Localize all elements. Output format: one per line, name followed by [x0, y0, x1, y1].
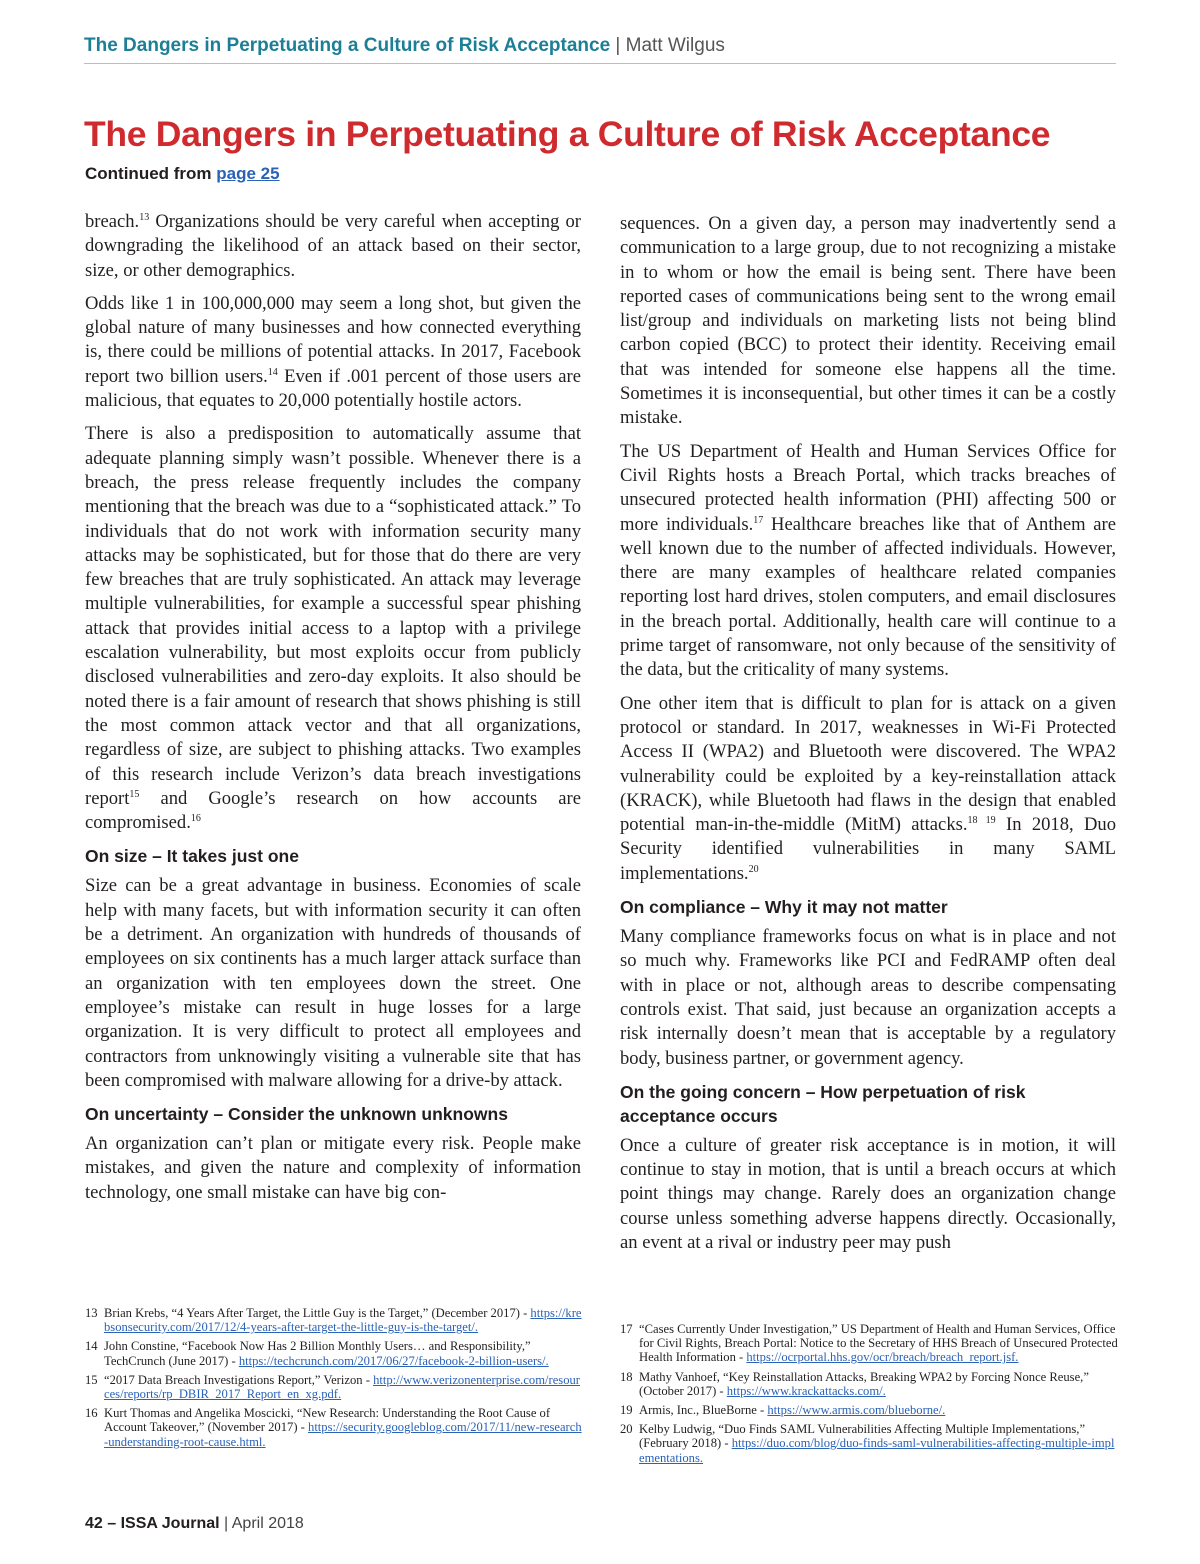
footnote-ref: 16: [190, 812, 201, 824]
footnote-text: “Cases Currently Under Investigation,” US Department of Health and Human Services, Office for Civil Rights, Breach Portal: Notice to the Secretary of HHS Breach of Unsecured Protected Health Information -: [639, 1322, 1118, 1365]
footnote-number: 17: [620, 1322, 633, 1336]
footnote: [620, 1403, 1120, 1417]
left-paragraph-1: breach.$^{13}$ Organizations should be very careful when accepting or downgrading the likelihood of an attack based on their sector, size, or other demographics.: [85, 211, 581, 281]
footnote-number: 18: [620, 1369, 633, 1384]
left-paragraph-5: An organization can’t plan or mitigate every risk. People make mistakes, and given the nature and complexity of information technology, one small mistake can have big con-: [85, 1133, 581, 1203]
footer-separator: |: [224, 1515, 229, 1532]
right-paragraph-4: Many compliance frameworks focus on what is in place and not so much why. Frameworks like PCI and FedRAMP often deal with in place or not, although areas to describe compensating controls exist. That said, just because an organization accepts a risk internally doesn’t mean that is acceptable by a regulatory body, business partner, or government agency.: [620, 926, 1116, 1069]
footnote-link[interactable]: https://duo.com/blog/duo-finds-saml-vulnerabilities-affecting-multiple-implementations.: [639, 1436, 1115, 1465]
section-heading-size: On size – It takes just one: [85, 846, 299, 867]
footnote-text: Armis, Inc., BlueBorne -: [639, 1403, 768, 1418]
footnote-ref: 13: [139, 211, 150, 223]
continued-prefix: Continued from: [85, 164, 212, 183]
section-heading-uncertainty: On uncertainty – Consider the unknown unknowns: [85, 1104, 508, 1125]
footnote: [620, 1370, 1120, 1398]
footnotes-right: [620, 1322, 1120, 1470]
footnote-text: Kurt Thomas and Angelika Moscicki, “New Research: Understanding the Root Cause of Account Takeover,” (November 2017) -: [104, 1406, 551, 1435]
footnote: [85, 1339, 585, 1367]
footnote-number: 19: [620, 1403, 633, 1418]
running-header-author: Matt Wilgus: [625, 35, 725, 56]
footnote-link[interactable]: https://www.armis.com/blueborne/.: [767, 1403, 946, 1418]
footnote: [620, 1422, 1120, 1465]
footnote-ref: 18 19: [967, 814, 996, 826]
right-paragraph-1: sequences. On a given day, a person may inadvertently send a communication to a large group, due to not recognizing a mistake in to whom or how the email is being sent. There have been reported cases of communications being sent to the wrong email list/group and individuals on marketing lists not being blind carbon copied (BCC) to protect their identity. Receiving email that was intended for someone else happens all the time. Sometimes it is inconsequential, but other times it can be a costly mistake.: [620, 213, 1116, 429]
footnote: [85, 1306, 585, 1334]
left-paragraph-4: Size can be a great advantage in business. Economies of scale help with many facets, but with information security it can often be a detriment. An organization with hundreds of thousands of employees on six continents has a much larger attack surface than an organization with ten employees down the street. One employee’s mistake can result in huge losses for a large organization. It is very difficult to protect all employees and contractors from unknowingly visiting a vulnerable site that has been compromised with malware allowing for a drive-by attack.: [85, 875, 581, 1091]
footnote-text: “2017 Data Breach Investigations Report,” Verizon -: [104, 1372, 374, 1387]
footnote-link[interactable]: https://krebsonsecurity.com/2017/12/4-years-after-target-the-little-guy-is-the-target/.: [104, 1306, 582, 1335]
footnote-text: John Constine, “Facebook Now Has 2 Billion Monthly Users… and Responsibility,” TechCrunch (June 2017) -: [104, 1339, 531, 1368]
footnote-link[interactable]: https://ocrportal.hhs.gov/ocr/breach/breach_report.jsf.: [746, 1350, 1019, 1365]
footnote-text: Mathy Vanhoef, “Key Reinstallation Attacks, Breaking WPA2 by Forcing Nonce Reuse,” (October 2017) -: [639, 1369, 1089, 1398]
footnote-link[interactable]: https://security.googleblog.com/2017/11/new-research-understanding-root-cause.html.: [104, 1420, 582, 1449]
footnote-number: 15: [85, 1372, 98, 1387]
continued-from: [85, 162, 280, 186]
running-header-title: The Dangers in Perpetuating a Culture of Risk Acceptance: [84, 35, 611, 56]
footnote-link[interactable]: https://techcrunch.com/2017/06/27/facebook-2-billion-users/.: [238, 1353, 549, 1368]
running-header-separator: |: [615, 35, 621, 56]
page-number-publication: 42 – ISSA Journal: [85, 1515, 220, 1532]
right-paragraph-3: One other item that is difficult to plan for is attack on a given protocol or standard. In 2017, weaknesses in Wi-Fi Protected Access II (WPA2) and Bluetooth were discovered. The WPA2 vulnerability could be exploited by a key-reinstallation attack (KRACK), while Bluetooth had flaws in the design that enabled potential man-in-the-middle (MitM) attacks.$^{18 19}$ In 2018, Duo Security identified vulnerabilities in many SAML implementations.$^{20}$: [620, 692, 1117, 884]
running-header: [84, 34, 1116, 64]
footnote-text: Brian Krebs, “4 Years After Target, the Little Guy is the Target,” (December 2017) -: [104, 1306, 531, 1320]
footnote-ref: 20: [748, 863, 759, 875]
left-column: [85, 210, 581, 1214]
article-title: The Dangers in Perpetuating a Culture of Risk Acceptance: [84, 114, 1051, 154]
footnote-link[interactable]: https://www.krackattacks.com/.: [726, 1383, 886, 1398]
footnote-ref: 14: [267, 366, 278, 378]
footnote-ref: 15: [129, 788, 140, 800]
footnote-text: Kelby Ludwig, “Duo Finds SAML Vulnerabilities Affecting Multiple Implementations,” (February 2018) -: [639, 1422, 1086, 1451]
footnote: [620, 1322, 1120, 1365]
left-paragraph-3: There is also a predisposition to automatically assume that adequate planning simply wasn’t possible. Whenever there is a breach, the press release frequently includes the company mentioning that the breach was due to a “sophisticated attack.” To individuals that do not work with information security many attacks may be sophisticated, but for those that do there are very few breaches that are truly sophisticated. An attack may leverage multiple vulnerabilities, for example a successful spear phishing attack that provides initial access to a laptop with a privilege escalation vulnerability, but most exploits occur from publicly disclosed vulnerabilities and zero-day exploits. It also should be noted there is a fair amount of research that shows phishing is still the most common attack vector and that all organizations, regardless of size, are subject to phishing attacks. Two examples of this research include Verizon’s data breach investigations report$^{15}$ and Google’s research on how accounts are compromised.$^{16}$: [85, 423, 581, 834]
section-heading-going-concern: On the going concern – How perpetuation of risk acceptance occurs: [620, 1081, 1026, 1126]
footnote-link[interactable]: http://www.verizonenterprise.com/resources/reports/rp_DBIR_2017_Report_en_xg.pdf.: [104, 1372, 580, 1402]
issue-date: April 2018: [231, 1515, 304, 1532]
footnote: [85, 1406, 585, 1449]
footnote: [85, 1373, 585, 1401]
footnotes-left: [85, 1306, 585, 1454]
footnote-number: 14: [85, 1339, 98, 1354]
section-heading-compliance: On compliance – Why it may not matter: [620, 897, 948, 918]
footnote-ref: 17: [753, 514, 764, 526]
continued-page-link[interactable]: page 25: [216, 164, 280, 183]
footnote-number: 13: [85, 1306, 98, 1320]
footnote-number: 16: [85, 1406, 98, 1421]
left-paragraph-2: Odds like 1 in 100,000,000 may seem a long shot, but given the global nature of many businesses and how connected everything is, there could be millions of potential attacks. In 2017, Facebook report two billion users.$^{14}$ Even if .001 percent of those users are malicious, that equates to 20,000 potentially hostile actors.: [85, 292, 581, 412]
footnote-number: 20: [620, 1422, 633, 1437]
right-column: [620, 212, 1116, 1264]
right-paragraph-2: The US Department of Health and Human Services Office for Civil Rights hosts a Breach Portal, which tracks breaches of unsecured protected health information (PHI) affecting 500 or more individuals.$^{17}$ Healthcare breaches like that of Anthem are well known due to the number of affected individuals. However, there are many examples of healthcare related companies reporting lost hard drives, stolen computers, and email disclosures in the breach portal. Additionally, health care will continue to a prime target of ransomware, not only because of the sensitivity of the data, but the criticality of many systems.: [620, 440, 1116, 681]
right-paragraph-5: Once a culture of greater risk acceptance is in motion, it will continue to stay in motion, that is until a breach occurs at which point things may change. Rarely does an organization change course unless something adverse happens directly. Occasionally, an event at a rival or industry peer may push: [620, 1134, 1116, 1253]
running-footer: [85, 1514, 304, 1534]
